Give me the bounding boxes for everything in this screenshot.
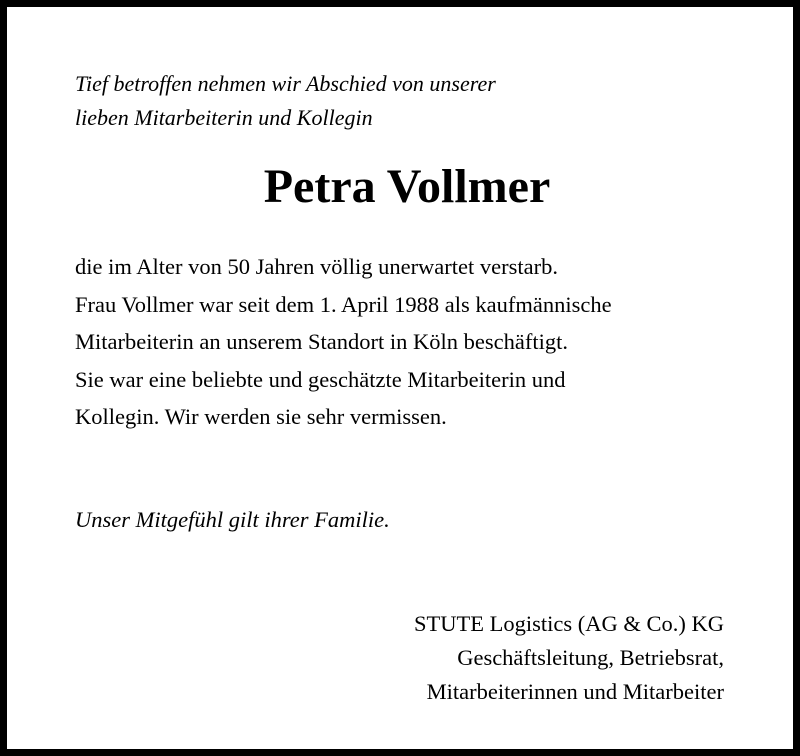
intro-line: lieben Mitarbeiterin und Kollegin [75,105,373,130]
intro-text [75,67,496,135]
signature-line: Geschäftsleitung, Betriebsrat, [457,645,724,670]
signature-line: Mitarbeiterinnen und Mitarbeiter [426,679,724,704]
body-line: Sie war eine beliebte und geschätzte Mitarbeiterin und [75,366,566,392]
body-line: Kollegin. Wir werden sie sehr vermissen. [75,404,447,429]
sympathy-line: Unser Mitgefühl gilt ihrer Familie. [75,507,390,532]
signature-company: STUTE Logistics (AG & Co.) KG [414,611,724,636]
body-line: die im Alter von 50 Jahren völlig unerwartet verstarb. [75,254,558,279]
deceased-name-heading: Petra Vollmer [263,160,551,213]
body-paragraph [75,248,612,436]
body-line: Mitarbeiterin an unserem Standort in Köln beschäftigt. [75,329,569,354]
intro-line: Tief betroffen nehmen wir Abschied von unserer [75,71,496,96]
signature-block [414,607,724,709]
body-line: Frau Vollmer war seit dem 1. April 1988 als kaufmännische [75,291,612,317]
